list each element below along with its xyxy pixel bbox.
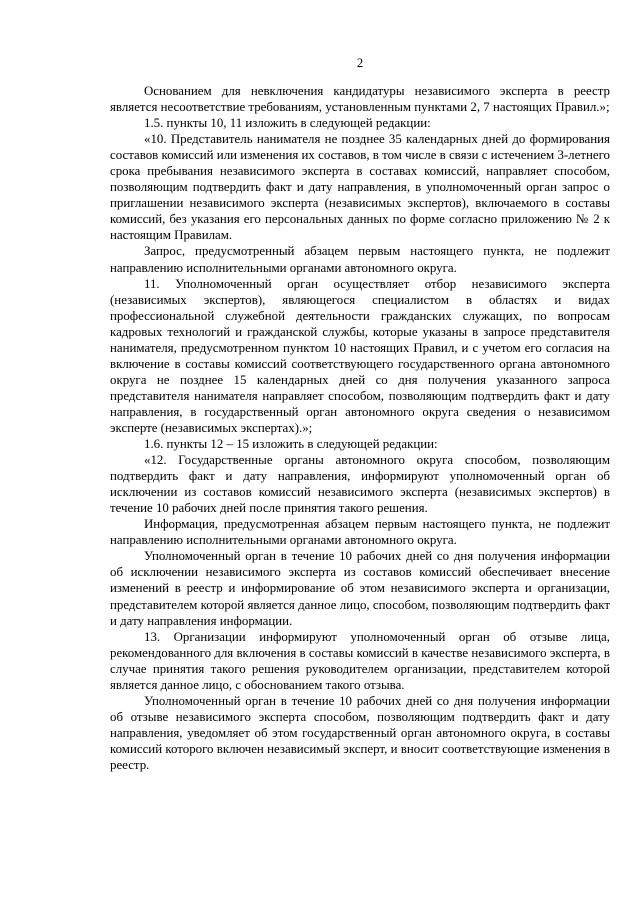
- paragraph: 11. Уполномоченный орган осуществляет отбор независимого эксперта (независимых экспертов), являющегося специалистом в областях и видах профессиональной служебной деятельности гражданских служащих, по вопросам кадровых технологий и гражданской службы, которые указаны в запросе представителя нанимателя, предусмотренном пунктом 10 настоящих Правил, и с учетом его согласия на включение в составы комиссий соответствующего государственного органа автономного округа не позднее 15 календарных дней со дня получения указанного запроса представителя нанимателя направляет способом, позволяющим подтвердить факт и дату направления, в государственный орган автономного округа сведения о независимом эксперте (независимых экспертах).»;: [110, 276, 610, 435]
- paragraph: Основанием для невключения кандидатуры независимого эксперта в реестр является несоответствие требованиям, установленным пунктами 2, 7 настоящих Правил.»;: [110, 84, 610, 115]
- document-body: [110, 83, 610, 773]
- paragraph: «10. Представитель нанимателя не позднее 35 календарных дней до формирования составов комиссий или изменения их составов, в том числе в связи с истечением 3-летнего срока пребывания независимого эксперта в составах комиссий, направляет способом, позволяющим подтвердить факт и дату направления, в уполномоченный орган запрос о приглашении независимого эксперта (независимых экспертов), включаемого в составы комиссий, без указания его персональных данных по форме согласно приложению № 2 к настоящим Правилам.: [110, 132, 610, 243]
- paragraph: Запрос, предусмотренный абзацем первым настоящего пункта, не подлежит направлению исполнительными органами автономного округа.: [110, 244, 610, 275]
- paragraph: 1.5. пункты 10, 11 изложить в следующей редакции:: [144, 116, 431, 131]
- paragraph: Уполномоченный орган в течение 10 рабочих дней со дня получения информации об исключении независимого эксперта из составов комиссий обеспечивает внесение изменений в реестр и информирование об этом независимого эксперта и организации, представителем которой является данное лицо, способом, позволяющим подтвердить факт и дату направления информации.: [110, 549, 610, 628]
- paragraph: Уполномоченный орган в течение 10 рабочих дней со дня получения информации об отзыве независимого эксперта способом, позволяющим подтвердить факт и дату направления, уведомляет об этом государственный орган автономного округа, в составы комиссий которого включен независимый эксперт, и вносит соответствующие изменения в реестр.: [110, 693, 610, 772]
- page-number: 2: [356, 56, 364, 70]
- paragraph: «12. Государственные органы автономного округа способом, позволяющим подтвердить факт и дату направления, информируют уполномоченный орган об исключении из составов комиссий независимого эксперта (независимых экспертов) в течение 10 рабочих дней после принятия такого решения.: [110, 453, 610, 516]
- paragraph: 13. Организации информируют уполномоченный орган об отзыве лица, рекомендованного для включения в составы комиссий в качестве независимого эксперта, в случае принятия такого решения руководителем организации, представителем которой является данное лицо, с обоснованием такого отзыва.: [110, 629, 610, 692]
- paragraph: 1.6. пункты 12 – 15 изложить в следующей редакции:: [144, 437, 438, 452]
- paragraph: Информация, предусмотренная абзацем первым настоящего пункта, не подлежит направлению исполнительными органами автономного округа.: [110, 517, 610, 548]
